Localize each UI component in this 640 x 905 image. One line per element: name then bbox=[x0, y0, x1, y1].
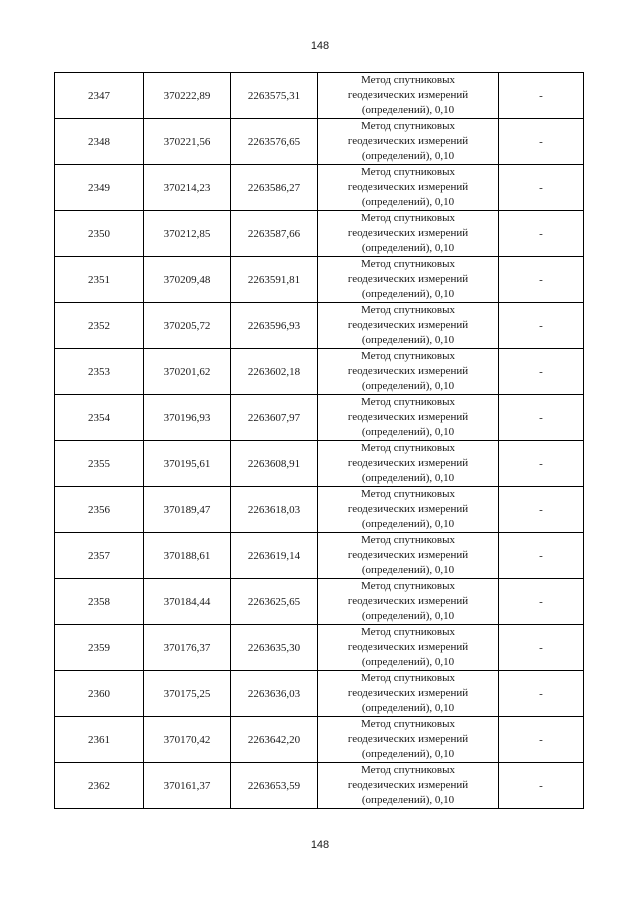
method-line: (определений), 0,10 bbox=[361, 702, 455, 714]
method-line: геодезических измерений bbox=[347, 365, 469, 377]
point-number-cell: 2357 bbox=[55, 533, 144, 579]
description-cell: - bbox=[499, 717, 584, 763]
method-line: геодезических измерений bbox=[347, 503, 469, 515]
method-cell bbox=[318, 487, 499, 533]
method-line: Метод спутниковых bbox=[361, 488, 455, 500]
method-line: Метод спутниковых bbox=[361, 718, 455, 730]
description-cell: - bbox=[499, 119, 584, 165]
description-cell: - bbox=[499, 257, 584, 303]
description-cell: - bbox=[499, 671, 584, 717]
x-coordinate-cell: 370184,44 bbox=[144, 579, 231, 625]
y-coordinate-cell: 2263608,91 bbox=[231, 441, 318, 487]
method-line: Метод спутниковых bbox=[361, 442, 455, 454]
method-cell bbox=[318, 625, 499, 671]
point-number-cell: 2347 bbox=[55, 73, 144, 119]
description-cell: - bbox=[499, 533, 584, 579]
y-coordinate-cell: 2263636,03 bbox=[231, 671, 318, 717]
table-row bbox=[55, 73, 584, 119]
method-cell bbox=[318, 395, 499, 441]
method-line: геодезических измерений bbox=[347, 687, 469, 699]
x-coordinate-cell: 370201,62 bbox=[144, 349, 231, 395]
y-coordinate-cell: 2263576,65 bbox=[231, 119, 318, 165]
point-number-cell: 2348 bbox=[55, 119, 144, 165]
description-cell: - bbox=[499, 165, 584, 211]
method-line: (определений), 0,10 bbox=[361, 794, 455, 806]
method-line: (определений), 0,10 bbox=[361, 472, 455, 484]
table-row bbox=[55, 257, 584, 303]
x-coordinate-cell: 370189,47 bbox=[144, 487, 231, 533]
method-line: геодезических измерений bbox=[347, 135, 469, 147]
point-number-cell: 2350 bbox=[55, 211, 144, 257]
point-number-cell: 2355 bbox=[55, 441, 144, 487]
point-number-cell: 2362 bbox=[55, 763, 144, 809]
table-row bbox=[55, 303, 584, 349]
point-number-cell: 2359 bbox=[55, 625, 144, 671]
method-cell bbox=[318, 763, 499, 809]
point-number-cell: 2361 bbox=[55, 717, 144, 763]
method-line: геодезических измерений bbox=[347, 779, 469, 791]
description-cell: - bbox=[499, 487, 584, 533]
point-number-cell: 2360 bbox=[55, 671, 144, 717]
table-row bbox=[55, 211, 584, 257]
table-row bbox=[55, 165, 584, 211]
y-coordinate-cell: 2263586,27 bbox=[231, 165, 318, 211]
table-row bbox=[55, 579, 584, 625]
x-coordinate-cell: 370188,61 bbox=[144, 533, 231, 579]
y-coordinate-cell: 2263602,18 bbox=[231, 349, 318, 395]
point-number-cell: 2351 bbox=[55, 257, 144, 303]
method-cell bbox=[318, 165, 499, 211]
table-row bbox=[55, 349, 584, 395]
method-cell bbox=[318, 349, 499, 395]
method-line: Метод спутниковых bbox=[361, 396, 455, 408]
method-cell bbox=[318, 671, 499, 717]
description-cell: - bbox=[499, 303, 584, 349]
description-cell: - bbox=[499, 73, 584, 119]
method-line: (определений), 0,10 bbox=[361, 242, 455, 254]
method-line: Метод спутниковых bbox=[361, 626, 455, 638]
coordinates-table-body bbox=[55, 73, 584, 809]
x-coordinate-cell: 370196,93 bbox=[144, 395, 231, 441]
method-cell bbox=[318, 73, 499, 119]
x-coordinate-cell: 370195,61 bbox=[144, 441, 231, 487]
description-cell: - bbox=[499, 211, 584, 257]
method-line: (определений), 0,10 bbox=[361, 426, 455, 438]
description-cell: - bbox=[499, 579, 584, 625]
table-row bbox=[55, 763, 584, 809]
point-number-cell: 2349 bbox=[55, 165, 144, 211]
y-coordinate-cell: 2263635,30 bbox=[231, 625, 318, 671]
method-line: (определений), 0,10 bbox=[361, 334, 455, 346]
method-line: (определений), 0,10 bbox=[361, 380, 455, 392]
method-line: (определений), 0,10 bbox=[361, 104, 455, 116]
table-row bbox=[55, 395, 584, 441]
point-number-cell: 2356 bbox=[55, 487, 144, 533]
y-coordinate-cell: 2263591,81 bbox=[231, 257, 318, 303]
method-cell bbox=[318, 211, 499, 257]
method-line: геодезических измерений bbox=[347, 227, 469, 239]
x-coordinate-cell: 370214,23 bbox=[144, 165, 231, 211]
method-line: Метод спутниковых bbox=[361, 258, 455, 270]
description-cell: - bbox=[499, 763, 584, 809]
description-cell: - bbox=[499, 395, 584, 441]
method-line: Метод спутниковых bbox=[361, 120, 455, 132]
method-cell bbox=[318, 717, 499, 763]
method-line: геодезических измерений bbox=[347, 595, 469, 607]
y-coordinate-cell: 2263619,14 bbox=[231, 533, 318, 579]
method-line: Метод спутниковых bbox=[361, 304, 455, 316]
method-line: геодезических измерений bbox=[347, 89, 469, 101]
point-number-cell: 2358 bbox=[55, 579, 144, 625]
method-line: Метод спутниковых bbox=[361, 166, 455, 178]
method-line: (определений), 0,10 bbox=[361, 196, 455, 208]
method-line: (определений), 0,10 bbox=[361, 288, 455, 300]
coordinates-table bbox=[54, 72, 584, 809]
method-line: (определений), 0,10 bbox=[361, 656, 455, 668]
table-row bbox=[55, 533, 584, 579]
point-number-cell: 2352 bbox=[55, 303, 144, 349]
x-coordinate-cell: 370212,85 bbox=[144, 211, 231, 257]
table-row bbox=[55, 671, 584, 717]
x-coordinate-cell: 370176,37 bbox=[144, 625, 231, 671]
page-number-bottom: 148 bbox=[310, 839, 330, 851]
method-line: геодезических измерений bbox=[347, 457, 469, 469]
method-line: (определений), 0,10 bbox=[361, 150, 455, 162]
y-coordinate-cell: 2263575,31 bbox=[231, 73, 318, 119]
method-line: Метод спутниковых bbox=[361, 672, 455, 684]
point-number-cell: 2354 bbox=[55, 395, 144, 441]
y-coordinate-cell: 2263587,66 bbox=[231, 211, 318, 257]
method-line: Метод спутниковых bbox=[361, 212, 455, 224]
method-line: (определений), 0,10 bbox=[361, 610, 455, 622]
method-line: геодезических измерений bbox=[347, 549, 469, 561]
method-line: (определений), 0,10 bbox=[361, 564, 455, 576]
table-row bbox=[55, 119, 584, 165]
method-line: геодезических измерений bbox=[347, 273, 469, 285]
method-line: Метод спутниковых bbox=[361, 534, 455, 546]
description-cell: - bbox=[499, 349, 584, 395]
method-line: Метод спутниковых bbox=[361, 350, 455, 362]
method-cell bbox=[318, 441, 499, 487]
method-cell bbox=[318, 119, 499, 165]
table-row bbox=[55, 625, 584, 671]
x-coordinate-cell: 370205,72 bbox=[144, 303, 231, 349]
x-coordinate-cell: 370209,48 bbox=[144, 257, 231, 303]
y-coordinate-cell: 2263607,97 bbox=[231, 395, 318, 441]
method-line: геодезических измерений bbox=[347, 319, 469, 331]
point-number-cell: 2353 bbox=[55, 349, 144, 395]
x-coordinate-cell: 370175,25 bbox=[144, 671, 231, 717]
page-number-top: 148 bbox=[310, 40, 330, 52]
method-cell bbox=[318, 257, 499, 303]
method-line: Метод спутниковых bbox=[361, 580, 455, 592]
y-coordinate-cell: 2263653,59 bbox=[231, 763, 318, 809]
y-coordinate-cell: 2263625,65 bbox=[231, 579, 318, 625]
y-coordinate-cell: 2263596,93 bbox=[231, 303, 318, 349]
x-coordinate-cell: 370222,89 bbox=[144, 73, 231, 119]
method-line: (определений), 0,10 bbox=[361, 748, 455, 760]
x-coordinate-cell: 370221,56 bbox=[144, 119, 231, 165]
description-cell: - bbox=[499, 441, 584, 487]
method-cell bbox=[318, 533, 499, 579]
method-line: геодезических измерений bbox=[347, 411, 469, 423]
method-cell bbox=[318, 303, 499, 349]
x-coordinate-cell: 370170,42 bbox=[144, 717, 231, 763]
method-line: (определений), 0,10 bbox=[361, 518, 455, 530]
table-row bbox=[55, 441, 584, 487]
table-row bbox=[55, 487, 584, 533]
description-cell: - bbox=[499, 625, 584, 671]
y-coordinate-cell: 2263618,03 bbox=[231, 487, 318, 533]
x-coordinate-cell: 370161,37 bbox=[144, 763, 231, 809]
y-coordinate-cell: 2263642,20 bbox=[231, 717, 318, 763]
table-row bbox=[55, 717, 584, 763]
method-line: Метод спутниковых bbox=[361, 764, 455, 776]
method-line: геодезических измерений bbox=[347, 641, 469, 653]
method-line: геодезических измерений bbox=[347, 181, 469, 193]
method-line: геодезических измерений bbox=[347, 733, 469, 745]
method-cell bbox=[318, 579, 499, 625]
method-line: Метод спутниковых bbox=[361, 74, 455, 86]
